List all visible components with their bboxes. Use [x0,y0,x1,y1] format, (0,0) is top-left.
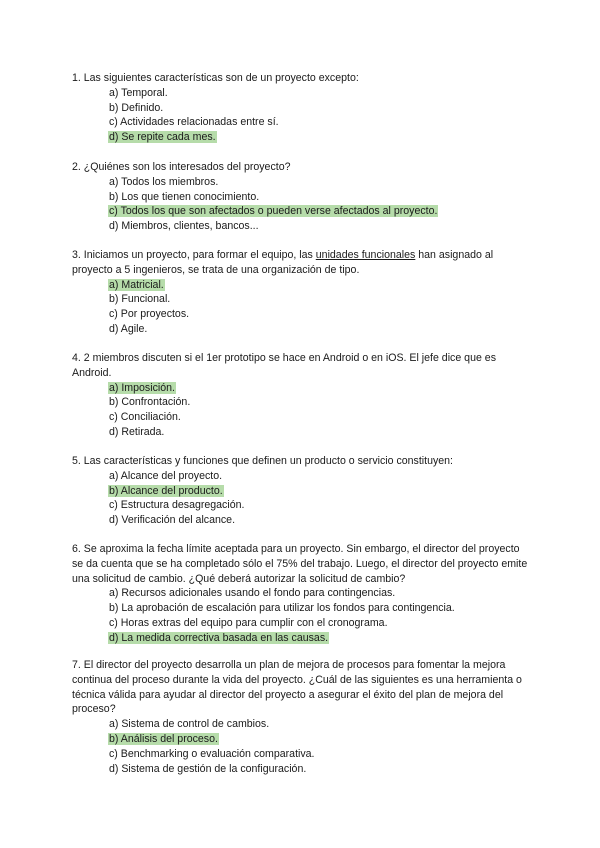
question-stem: 1. Las siguientes características son de un proyecto excepto: [72,72,359,84]
question-5 [72,454,532,528]
answer-option: c) Actividades relacionadas entre sí. [109,116,279,129]
question-7 [72,658,532,776]
answer-option: a) Temporal. [109,86,168,99]
question-4 [72,351,532,440]
correct-answer-option: c) Todos los que son afectados o pueden verse afectados al proyecto. [109,205,438,218]
correct-answer-option: d) Se repite cada mes. [109,131,216,144]
correct-answer-option: a) Matricial. [109,278,164,291]
answer-option: b) La aprobación de escalación para utilizar los fondos para contingencia. [109,602,455,615]
question-stem: 4. 2 miembros discuten si el 1er prototipo se hace en Android o en iOS. El jefe dice que es Android. [72,352,496,379]
answer-option: d) Sistema de gestión de la configuración. [109,762,307,775]
question-2 [72,160,532,234]
answer-option: c) Por proyectos. [109,308,190,321]
correct-answer-option: d) La medida correctiva basada en las causas. [109,631,329,644]
underlined-term: unidades funcionales [315,249,416,261]
answer-option: b) Definido. [109,101,164,114]
correct-answer-option: b) Análisis del proceso. [109,732,218,745]
answer-option: c) Benchmarking o evaluación comparativa. [109,747,315,760]
question-6 [72,542,532,646]
answer-option: c) Conciliación. [109,411,181,424]
answer-option: b) Los que tienen conocimiento. [109,190,260,203]
answer-option: d) Verificación del alcance. [109,514,236,527]
answer-option: c) Horas extras del equipo para cumplir con el cronograma. [109,616,388,629]
question-stem: 2. ¿Quiénes son los interesados del proyecto? [72,161,291,173]
answer-option: c) Estructura desagregación. [109,499,245,512]
answer-option: b) Funcional. [109,293,171,306]
answer-option: a) Sistema de control de cambios. [109,718,270,731]
answer-option: a) Recursos adicionales usando el fondo para contingencias. [109,587,396,600]
question-stem: 5. Las características y funciones que definen un producto o servicio constituyen: [72,455,454,467]
answer-option: d) Agile. [109,322,148,335]
question-stem: 3. Iniciamos un proyecto, para formar el equipo, las unidades funcionales han asignado al proyecto a 5 ingenieros, se trata de una organización de tipo. [72,249,494,276]
question-3 [72,248,532,337]
answer-option: a) Alcance del proyecto. [109,469,223,482]
question-1 [72,71,532,145]
question-stem: 7. El director del proyecto desarrolla un plan de mejora de procesos para fomentar la mejora continua del proceso durante la vida del proyecto. ¿Cuál de las siguientes es una herramienta o técnica válida para ayudar al director del proyecto a asegurar el éxito del plan de mejora del proceso? [72,659,522,716]
answer-option: d) Retirada. [109,425,165,438]
correct-answer-option: b) Alcance del producto. [109,484,223,497]
answer-option: a) Todos los miembros. [109,175,219,188]
correct-answer-option: a) Imposición. [109,381,175,394]
answer-option: b) Confrontación. [109,396,191,409]
answer-option: d) Miembros, clientes, bancos... [109,220,259,233]
question-stem: 6. Se aproxima la fecha límite aceptada para un proyecto. Sin embargo, el director del proyecto se da cuenta que se ha completado sólo el 75% del trabajo. Luego, el director del proyecto emite una solicitud de cambio. ¿Qué deberá autorizar la solicitud de cambio? [72,543,528,585]
